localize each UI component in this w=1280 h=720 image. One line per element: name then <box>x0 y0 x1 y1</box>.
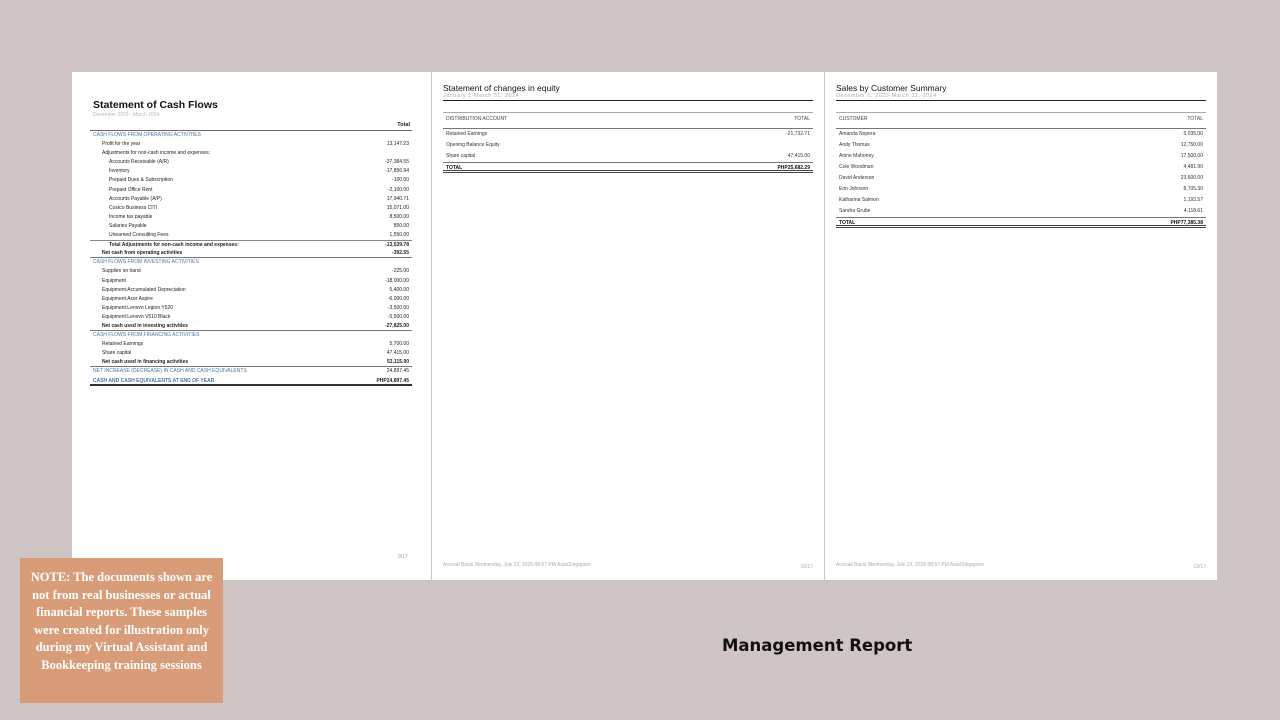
cash-flow-row-value: -100.00 <box>392 177 409 184</box>
equity-table <box>443 112 813 173</box>
sales-title: Sales by Customer Summary <box>836 83 947 93</box>
sales-total-value: PHP77,385.38 <box>1170 220 1203 226</box>
cash-flow-row-label: Costco Business CITI <box>109 204 158 211</box>
cash-flow-row-label: Equipment:Acer Aspire <box>102 295 153 302</box>
equity-row-total: -21,732.71 <box>786 131 810 137</box>
sales-row <box>836 206 1206 217</box>
sales-table <box>836 112 1206 228</box>
cash-flow-row <box>90 186 412 195</box>
sales-row-total: 23,600.00 <box>1180 175 1203 181</box>
equity-total-value: PHP25,682.29 <box>777 165 810 171</box>
cash-flow-row <box>90 322 412 331</box>
cash-flow-row <box>90 313 412 322</box>
equity-row-account: Share capital <box>446 153 476 159</box>
sales-table-header <box>836 113 1206 129</box>
cash-flow-row <box>90 267 412 276</box>
cash-flow-row <box>90 367 412 376</box>
cash-flow-row-label: Net cash from operating activities <box>102 250 183 257</box>
cash-flow-row-value: 24,897.45 <box>386 368 409 375</box>
cash-flow-row-label: CASH FLOWS FROM INVESTING ACTIVITIES <box>93 259 199 266</box>
cash-flow-row <box>90 295 412 304</box>
cash-flow-row-label: Equipment <box>102 277 126 284</box>
cash-flow-row-label: Equipment:Lenovo V510 Black <box>102 313 171 320</box>
sales-row-customer: Andy Thomas <box>839 142 870 148</box>
cash-flow-row-label: Profit for the year <box>102 141 141 148</box>
sales-period: December 1, 2023-March 31, 2024 <box>836 93 937 99</box>
sales-row <box>836 184 1206 195</box>
cash-flow-row <box>90 204 412 213</box>
cash-flow-page <box>72 72 431 580</box>
equity-page-number: 10/17 <box>800 564 813 570</box>
sales-row-customer: Cole Woodman <box>839 164 874 170</box>
cash-flow-row-label: Income tax payable <box>109 213 153 220</box>
cash-flow-row-value: -5,500.00 <box>387 313 409 320</box>
cash-flow-row-label: Prepaid Office Rent <box>109 186 153 193</box>
cash-flow-row-value: -17,856.94 <box>385 168 409 175</box>
equity-title-rule <box>443 100 813 101</box>
sales-page <box>825 72 1217 580</box>
sales-row-total: 12,750.00 <box>1180 142 1203 148</box>
sales-total-label: TOTAL <box>839 220 856 226</box>
equity-row-total: 47,415.00 <box>787 153 810 159</box>
cash-flow-row-value: 53,115.00 <box>387 359 409 366</box>
cash-flow-row <box>90 131 412 140</box>
cash-flow-row-value: 8,500.00 <box>389 213 409 220</box>
cash-flow-row-label: Prepaid Dues & Subscription <box>109 177 173 184</box>
cash-flow-row <box>90 286 412 295</box>
equity-footer: Accrual Basis Wednesday, July 23, 2025 08:57 PM Asia/Singapore <box>443 562 591 568</box>
equity-row-account: Opening Balance Equity <box>446 142 500 148</box>
sales-row-total: 8,705.30 <box>1183 186 1203 192</box>
equity-page <box>432 72 824 580</box>
page-caption: Management Report <box>722 636 913 655</box>
cash-flow-row-label: Accounts Receivable (A/R) <box>109 159 169 166</box>
cash-flow-period: December 2023 - March 2024 <box>93 112 160 118</box>
sales-row-customer: Amanda Nopera <box>839 131 876 137</box>
sales-row-customer: Sandra Grube <box>839 208 871 214</box>
cash-flow-row-label: Share capital <box>102 350 132 357</box>
cash-flow-row-value: -6,000.00 <box>387 295 409 302</box>
cash-flow-row <box>90 377 412 386</box>
equity-row <box>443 140 813 151</box>
equity-table-header <box>443 113 813 129</box>
cash-flow-row <box>90 277 412 286</box>
cash-flow-row <box>90 349 412 358</box>
sales-row-total: 5,035.00 <box>1183 131 1203 137</box>
cash-flow-row <box>90 304 412 313</box>
cash-flow-row-label: Equipment:Accumulated Depreciation <box>102 286 186 293</box>
disclaimer-note <box>20 558 223 703</box>
cash-flow-row-value: -27,825.00 <box>385 322 409 329</box>
cash-flow-row-label: Supplies on hand <box>102 268 141 275</box>
cash-flow-row-label: Net cash used in financing activities <box>102 359 189 366</box>
cash-flow-row <box>90 140 412 149</box>
cash-flow-row <box>90 176 412 185</box>
sales-row <box>836 162 1206 173</box>
cash-flow-row-value: -225.00 <box>392 268 409 275</box>
cash-flow-row-value: 13,147.23 <box>386 141 409 148</box>
sales-footer: Accrual Basis Wednesday, July 23, 2025 08:57 PM Asia/Singapore <box>836 562 984 568</box>
cash-flow-row-label: CASH FLOWS FROM FINANCING ACTIVITIES <box>93 332 200 339</box>
cash-flow-row-value: 5,400.00 <box>389 286 409 293</box>
cash-flow-page-number: 9/17 <box>398 554 408 560</box>
sales-row-total: 17,500.00 <box>1180 153 1203 159</box>
cash-flow-row-value: 5,700.00 <box>389 341 409 348</box>
equity-row-account: Retained Earnings <box>446 131 488 137</box>
cash-flow-row <box>90 258 412 267</box>
cash-flow-total-header: Total <box>397 122 410 128</box>
cash-flow-row-label: Accounts Payable (A/P) <box>109 195 162 202</box>
sales-row <box>836 151 1206 162</box>
cash-flow-row <box>90 195 412 204</box>
cash-flow-row-label: Adjustments for non-cash income and expenses: <box>102 150 211 157</box>
cash-flow-row <box>90 240 412 249</box>
sales-row <box>836 140 1206 151</box>
sales-row-total: 1,193.57 <box>1183 197 1203 203</box>
sales-row-total: 4,118.61 <box>1183 208 1203 214</box>
equity-total-row <box>443 162 813 173</box>
cash-flow-row-label: CASH FLOWS FROM OPERATING ACTIVITIES <box>93 132 201 138</box>
equity-col-account: DISTRIBUTION ACCOUNT <box>446 116 508 122</box>
equity-col-total: TOTAL <box>794 116 810 122</box>
cash-flow-row-value: 17,940.71 <box>386 195 409 202</box>
equity-title: Statement of changes in equity <box>443 83 560 93</box>
sales-row <box>836 129 1206 140</box>
sales-row <box>836 173 1206 184</box>
cash-flow-table <box>90 130 412 386</box>
sales-col-total: TOTAL <box>1187 116 1203 122</box>
cash-flow-row-value: 47,415.00 <box>386 350 409 357</box>
sales-row <box>836 195 1206 206</box>
equity-total-label: TOTAL <box>446 165 463 171</box>
cash-flow-row-value: -13,539.78 <box>385 242 409 249</box>
cash-flow-row <box>90 167 412 176</box>
cash-flow-row-value: -18,000.00 <box>385 277 409 284</box>
cash-flow-row <box>90 158 412 167</box>
cash-flow-row <box>90 222 412 231</box>
cash-flow-row-label: Unearned Consulting Fees <box>109 232 169 239</box>
cash-flow-row-value: 1,550.00 <box>389 232 409 239</box>
sales-title-rule <box>836 100 1206 101</box>
sales-row-total: 4,481.90 <box>1183 164 1203 170</box>
cash-flow-row <box>90 340 412 349</box>
cash-flow-row-value: -2,100.00 <box>387 186 409 193</box>
cash-flow-row-label: CASH AND CASH EQUIVALENTS AT END OF YEAR <box>93 377 215 384</box>
sales-row-customer: David Anderson <box>839 175 875 181</box>
cash-flow-row <box>90 213 412 222</box>
cash-flow-row-value: PHP24,897.45 <box>376 377 409 384</box>
cash-flow-row <box>90 149 412 158</box>
cash-flow-row-value: -392.55 <box>392 250 409 257</box>
sales-row-customer: Katharina Salmon <box>839 197 879 203</box>
sales-row-customer: Anine Mahoney <box>839 153 874 159</box>
cash-flow-row-label: Total Adjustments for non-cash income and expenses: <box>109 242 239 249</box>
cash-flow-row-value: -3,500.00 <box>387 304 409 311</box>
cash-flow-row-label: Equipment:Lenovo Legion Y520 <box>102 304 174 311</box>
cash-flow-row <box>90 331 412 340</box>
sales-page-number: 12/17 <box>1193 564 1206 570</box>
cash-flow-row-value: -37,384.55 <box>385 159 409 166</box>
disclaimer-text: NOTE: The documents shown are not from real businesses or actual financial reports. These samples were created for illustration only during my Virtual Assistant and Bookkeeping training sessions <box>30 570 213 672</box>
cash-flow-title: Statement of Cash Flows <box>93 99 218 111</box>
equity-row <box>443 151 813 162</box>
cash-flow-row-label: Net cash used in investing activities <box>102 322 188 329</box>
cash-flow-row <box>90 231 412 240</box>
cash-flow-row <box>90 358 412 367</box>
equity-period: January 1-March 31, 2024 <box>443 93 520 99</box>
cash-flow-row-value: 850.00 <box>393 222 409 229</box>
cash-flow-row-label: Retained Earnings <box>102 341 144 348</box>
cash-flow-row-value: 15,071.00 <box>386 204 409 211</box>
cash-flow-row-label: Inventory <box>109 168 130 175</box>
sales-col-customer: CUSTOMER <box>839 116 868 122</box>
equity-row <box>443 129 813 140</box>
cash-flow-row-label: Salaries Payable <box>109 222 147 229</box>
sales-row-customer: Erin Johnson <box>839 186 869 192</box>
cash-flow-row-label: NET INCREASE (DECREASE) IN CASH AND CASH EQUIVALENTS <box>93 368 247 375</box>
sales-total-row <box>836 217 1206 228</box>
cash-flow-row <box>90 249 412 258</box>
